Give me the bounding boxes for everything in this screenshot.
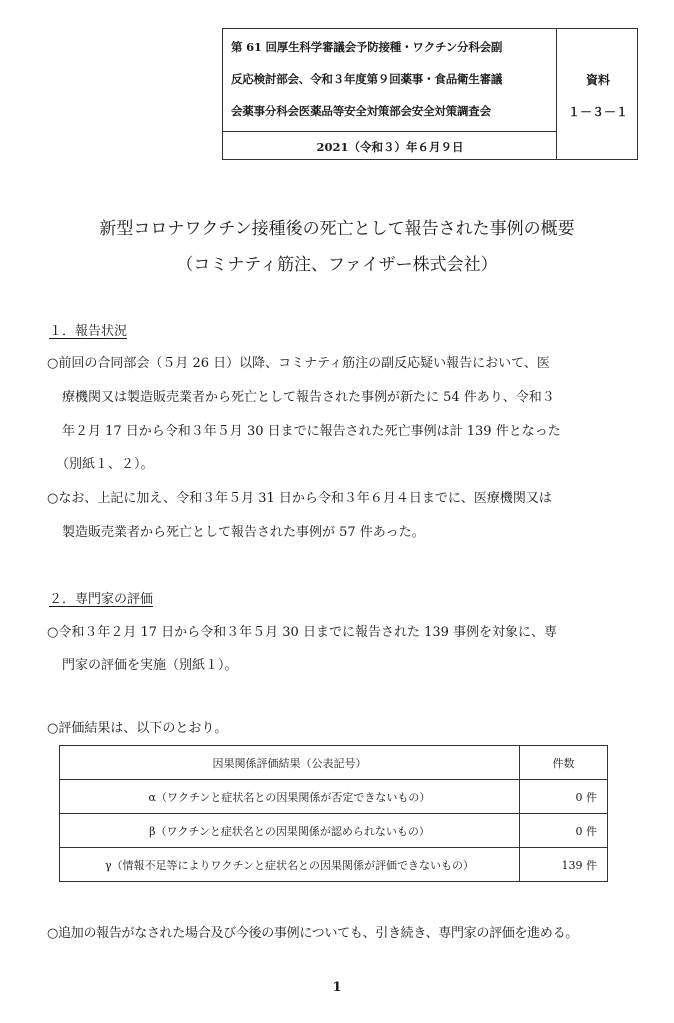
evaluation-result-intro: ○評価結果は、以下のとおり。 [47, 721, 228, 736]
page-number: 1 [332, 980, 342, 995]
section1-para1-line2: 療機関又は製造販売業者から死亡として報告された事例が新たに 54 件あり、令和３ [62, 390, 555, 405]
table-cell-count: 0 件 [520, 780, 608, 814]
table-row [60, 848, 608, 882]
meeting-line-3: 会薬事分科会医薬品等安全対策部会安全対策調査会 [231, 104, 491, 118]
table-cell-category: α（ワクチンと症状名との因果関係が否定できないもの） [60, 780, 520, 814]
table-cell-category: γ（情報不足等によりワクチンと症状名との因果関係が評価できないもの） [60, 848, 520, 882]
section2-heading: ２．専門家の評価 [49, 592, 154, 607]
table-header-count: 件数 [520, 746, 608, 780]
table-cell-count: 0 件 [520, 814, 608, 848]
table-cell-count: 139 件 [520, 848, 608, 882]
document-ref-number: １－３－１ [567, 105, 628, 119]
section1-para1-line1: ○前回の合同部会（５月 26 日）以降、コミナティ筋注の副反応疑い報告において、医 [47, 356, 550, 371]
section1-para2-line2: 製造販売業者から死亡として報告された事例が 57 件あった。 [62, 525, 425, 540]
section2-para1-line2: 門家の評価を実施（別紙１）。 [62, 658, 238, 673]
document-ref-label: 資料 [585, 73, 610, 87]
table-row [60, 780, 608, 814]
document-header-box [222, 28, 638, 160]
table-cell-category: β（ワクチンと症状名との因果関係が認められないもの） [60, 814, 520, 848]
table-header-row [60, 746, 608, 780]
section2-para1-line1: ○令和３年２月 17 日から令和３年５月 30 日までに報告された 139 事例を対象に、専 [47, 625, 558, 640]
table-header-causality: 因果関係評価結果（公表記号） [60, 746, 520, 780]
meeting-date-cell [223, 131, 557, 161]
meeting-info-cell [223, 29, 557, 159]
section1-heading: １．報告状況 [49, 324, 128, 339]
document-subtitle: （コミナティ筋注、ファイザー株式会社） [176, 255, 498, 275]
table-row [60, 814, 608, 848]
closing-statement: ○追加の報告がなされた場合及び今後の事例についても、引き続き、専門家の評価を進める。 [47, 926, 578, 941]
document-reference-cell [557, 29, 639, 159]
causality-evaluation-table [59, 745, 608, 882]
section1-para1-line4: （別紙１、２）。 [56, 457, 154, 472]
meeting-line-1: 第 61 回厚生科学審議会予防接種・ワクチン分科会副 [231, 40, 503, 54]
meeting-line-2: 反応検討部会、令和３年度第９回薬事・食品衛生審議 [231, 72, 503, 86]
section1-para1-line3: 年２月 17 日から令和３年５月 30 日までに報告された死亡事例は計 139 件となった [62, 424, 561, 439]
meeting-date: 2021（令和３）年６月９日 [316, 140, 464, 154]
section1-para2-line1: ○なお、上記に加え、令和３年５月 31 日から令和３年６月４日までに、医療機関又は [47, 491, 552, 506]
document-title: 新型コロナワクチン接種後の死亡として報告された事例の概要 [99, 219, 575, 239]
